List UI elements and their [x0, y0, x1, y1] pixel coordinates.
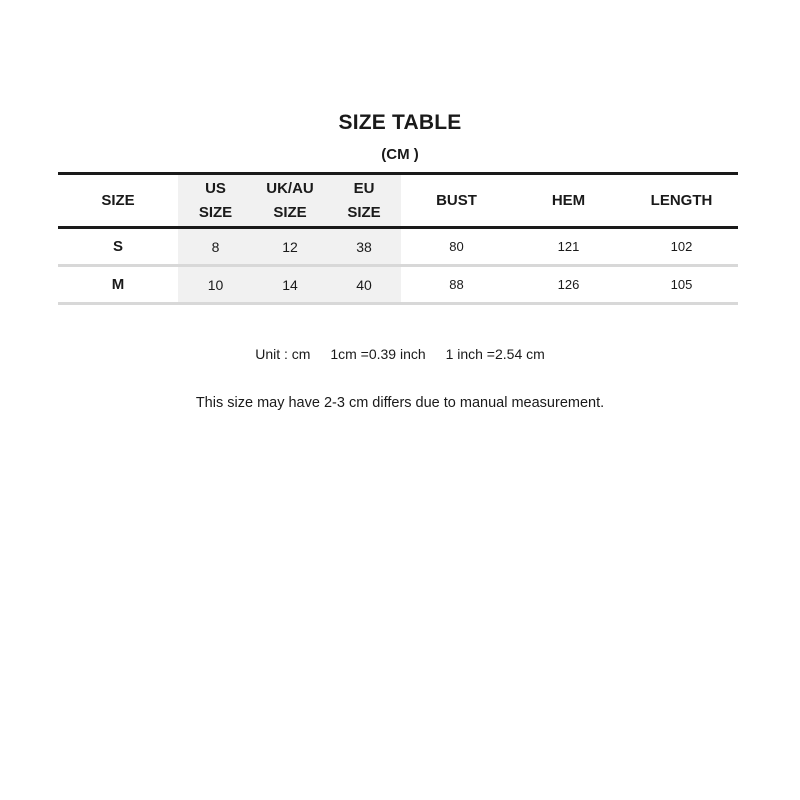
cell-size: M: [111, 276, 125, 293]
cell-us-size: 8: [178, 228, 253, 266]
cell-hem: 121: [557, 239, 580, 254]
cell-length: 102: [670, 239, 693, 254]
cell-uk-au-size: 12: [253, 228, 327, 266]
unit-conversion-note: [0, 346, 800, 362]
cell-bust: 88: [449, 277, 464, 292]
cell-size: S: [112, 238, 123, 255]
inch-to-cm-label: 1 inch =2.54 cm: [445, 346, 545, 362]
size-table: [58, 172, 738, 305]
table-row: [58, 228, 738, 266]
unit-label: Unit : cm: [255, 346, 311, 362]
header-bust: BUST: [436, 191, 477, 209]
cell-length: 105: [670, 277, 693, 292]
cell-hem: 126: [557, 277, 580, 292]
cell-bust: 80: [449, 239, 464, 254]
header-eu-size: EU SIZE: [327, 174, 401, 228]
measurement-disclaimer: This size may have 2-3 cm differs due to manual measurement.: [195, 395, 605, 411]
header-length: LENGTH: [650, 191, 713, 209]
cell-uk-au-size: 14: [253, 266, 327, 304]
unit-subtitle: (CM ): [381, 146, 419, 163]
cell-eu-size: 40: [327, 266, 401, 304]
header-us-size: US SIZE: [178, 174, 253, 228]
cm-to-inch-label: 1cm =0.39 inch: [330, 346, 426, 362]
header-uk-au-size: UK/AU SIZE: [253, 174, 327, 228]
table-row: [58, 266, 738, 304]
cell-eu-size: 38: [327, 228, 401, 266]
header-size: SIZE: [101, 191, 135, 209]
page-title: SIZE TABLE: [338, 111, 462, 134]
cell-us-size: 10: [178, 266, 253, 304]
header-hem: HEM: [551, 191, 586, 209]
table-header-row: [58, 174, 738, 228]
